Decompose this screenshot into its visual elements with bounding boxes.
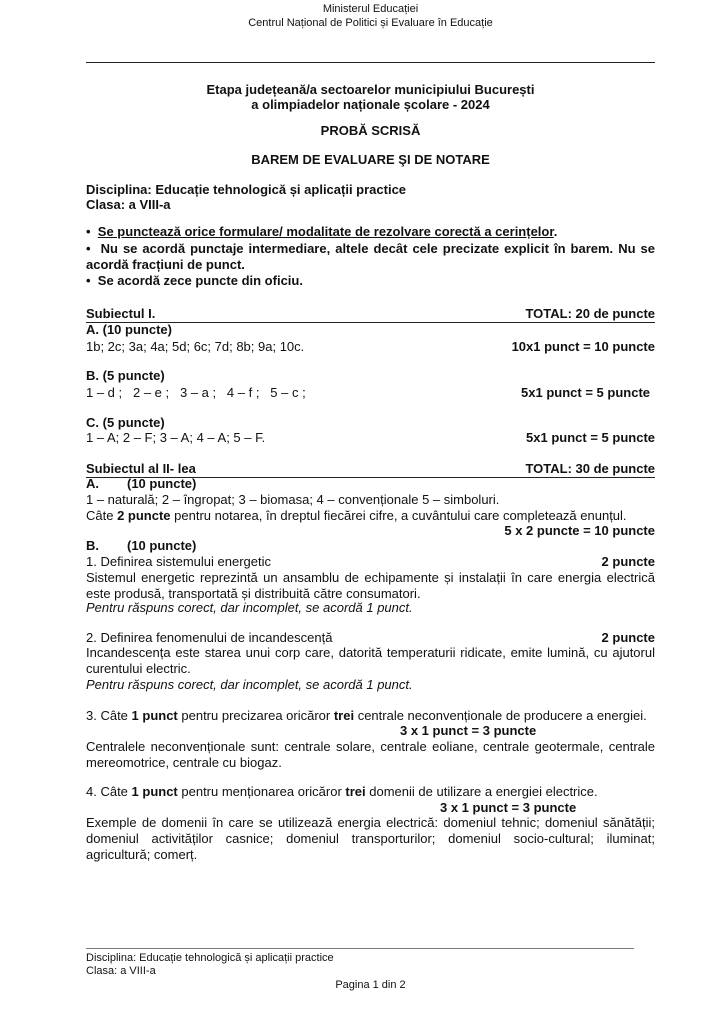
s1-c-answers: 1 – A; 2 – F; 3 – A; 4 – A; 5 – F. — [86, 430, 266, 445]
s1-title: Subiectul I. — [86, 306, 156, 321]
bullet: • — [86, 273, 91, 288]
q3-score: 3 x 1 punct = 3 puncte — [400, 723, 537, 738]
footer-class: Clasa: a VIII-a — [86, 965, 156, 977]
t: trei — [333, 708, 355, 723]
rule-1-end: . — [553, 224, 558, 239]
t: 2 puncte — [117, 508, 171, 523]
title-line1: Etapa județeană/a sectoarelor municipiului București — [206, 82, 535, 97]
bullet: • — [86, 241, 91, 256]
rule-2-text: Nu se acordă punctaje intermediare, altele decât cele precizate explicit în barem. Nu se acordă fracțiuni de punct. — [86, 241, 655, 272]
t: domenii de utilizare a energiei electrice. — [365, 784, 598, 799]
header-ministry: Ministerul Educației — [322, 3, 419, 15]
rule-1-text: Se punctează orice formulare/ modalitate de rezolvare corectă a cerințelor — [97, 224, 554, 239]
s1-c-score: 5x1 punct = 5 puncte — [526, 430, 655, 445]
q2-points: 2 puncte — [601, 630, 655, 645]
q4-text: Exemple de domenii în care se utilizează energia electrică: domeniul tehnic; domeniul sănătății; domeniul activităților casnice; domeniul transporturilor; domeniul socio-cultural; iluminat; agricultură; comerț. — [86, 815, 655, 862]
q2-note: Pentru răspuns corect, dar incomplet, se acordă 1 punct. — [86, 677, 413, 692]
rule-3-text: Se acordă zece puncte din oficiu. — [97, 273, 303, 288]
footer-rule — [86, 948, 634, 949]
header-center: Centrul Național de Politici și Evaluare în Educație — [248, 17, 493, 29]
s2-a-points: (10 puncte) — [127, 476, 197, 491]
footer-discipline: Disciplina: Educație tehnologică și aplicații practice — [86, 952, 334, 964]
page-number: Pagina 1 din 2 — [335, 979, 406, 991]
t: 1 punct — [131, 708, 178, 723]
s2-a-note — [86, 508, 655, 524]
s2-b-head — [86, 538, 655, 554]
q4-title — [86, 784, 655, 800]
q1-text: Sistemul energetic reprezintă un ansamblu de echipamente și instalații în care energia electrică este produsă, transportată și distribuită către consumatori. — [86, 570, 655, 601]
s2-a-letter: A. — [86, 476, 99, 491]
s1-b-answers: 1 – d ; 2 – e ; 3 – a ; 4 – f ; 5 – c ; — [86, 385, 306, 400]
s1-b-score: 5x1 punct = 5 puncte — [521, 385, 650, 400]
s2-b-points: (10 puncte) — [127, 538, 197, 553]
t: centrale neconvenționale de producere a energiei. — [354, 708, 647, 723]
s2-title: Subiectul al II- lea — [86, 461, 196, 476]
s2-b-letter: B. — [86, 538, 99, 553]
discipline: Disciplina: Educație tehnologică și aplicații practice — [86, 182, 407, 197]
q2-text: Incandescența este starea unui corp care, datorită temperaturii ridicate, emite lumină, cu ajutorul curentului electric. — [86, 645, 655, 676]
s1-a-answers: 1b; 2c; 3a; 4a; 5d; 6c; 7d; 8b; 9a; 10c. — [86, 339, 305, 354]
title-line2: a olimpiadelor naționale școlare - 2024 — [251, 97, 490, 112]
class: Clasa: a VIII-a — [86, 197, 171, 212]
t: 3. Câte — [86, 708, 132, 723]
q1-points: 2 puncte — [601, 554, 655, 569]
t: 1 punct — [131, 784, 178, 799]
t: 4. Câte — [86, 784, 132, 799]
s1-b-head: B. (5 puncte) — [86, 368, 165, 383]
t: pentru notarea, în dreptul fiecărei cifre, a cuvântului care completează enunțul. — [170, 508, 627, 523]
s1-c-head: C. (5 puncte) — [86, 415, 165, 430]
q3-title — [86, 708, 655, 724]
q1-note: Pentru răspuns corect, dar incomplet, se acordă 1 punct. — [86, 600, 413, 615]
title-proba: PROBĂ SCRISĂ — [320, 123, 421, 138]
s1-total: TOTAL: 20 de puncte — [525, 306, 655, 321]
s2-a-head — [86, 476, 655, 492]
rule-1 — [86, 224, 655, 240]
bullet: • — [86, 224, 91, 239]
t: Câte — [86, 508, 118, 523]
t: pentru menționarea oricăror — [177, 784, 346, 799]
s2-a-answers: 1 – naturală; 2 – îngropat; 3 – biomasa; 4 – convenționale 5 – simboluri. — [86, 492, 500, 507]
q3-text: Centralele neconvenționale sunt: centrale solare, centrale eoliane, centrale geotermale, centrale mereomotrice, centrale cu biogaz. — [86, 739, 655, 770]
s1-a-head: A. (10 puncte) — [86, 322, 172, 337]
s2-a-score: 5 x 2 puncte = 10 puncte — [504, 523, 655, 538]
q4-score: 3 x 1 punct = 3 puncte — [440, 800, 577, 815]
q1-title: 1. Definirea sistemului energetic — [86, 554, 271, 569]
rule-3 — [86, 273, 655, 289]
s2-total: TOTAL: 30 de puncte — [525, 461, 655, 476]
t: pentru precizarea oricăror — [177, 708, 334, 723]
q2-title: 2. Definirea fenomenului de incandescență — [86, 630, 333, 645]
s1-a-score: 10x1 punct = 10 puncte — [511, 339, 655, 354]
header-rule — [86, 62, 655, 63]
t: trei — [345, 784, 366, 799]
rule-2 — [86, 241, 655, 273]
title-barem: BAREM DE EVALUARE ŞI DE NOTARE — [251, 152, 490, 167]
